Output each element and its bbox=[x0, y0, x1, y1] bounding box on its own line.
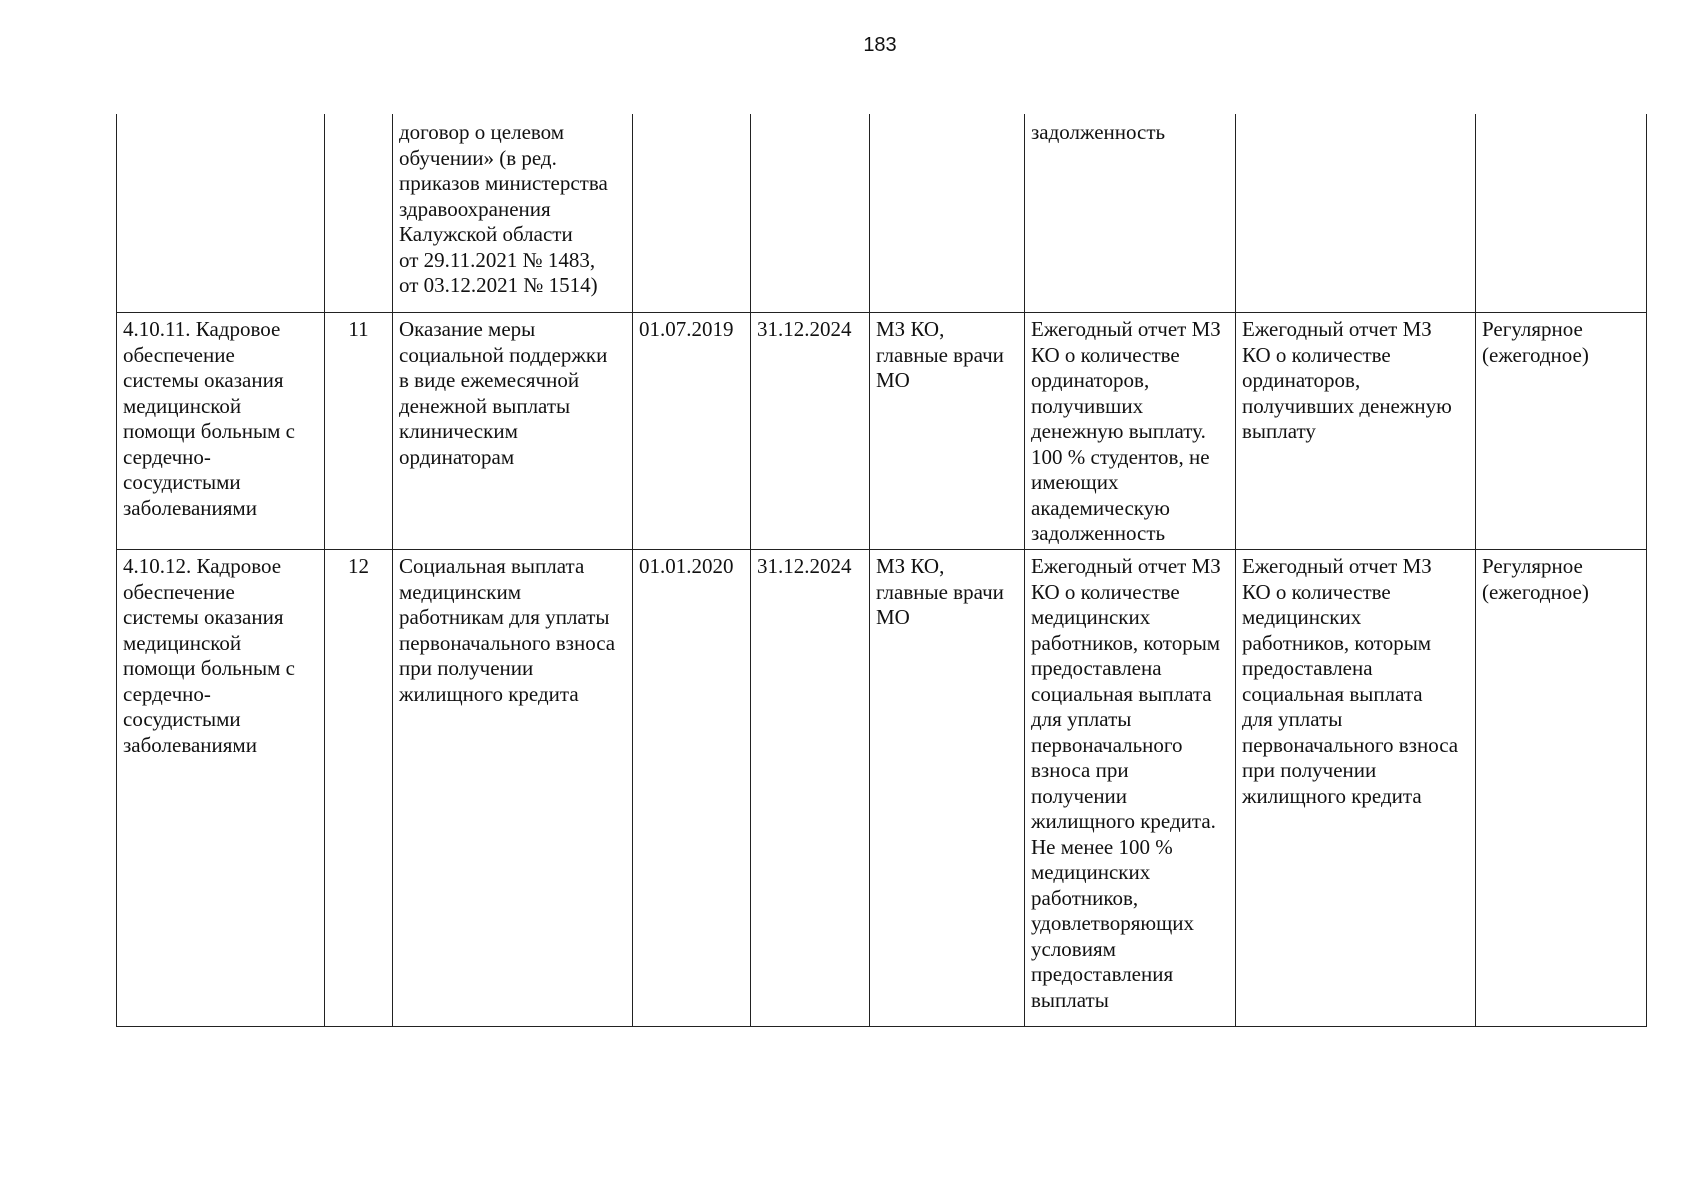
responsible-cell: МЗ КО, главные врачи МО bbox=[870, 313, 1025, 550]
frequency-cell: Регулярное (ежегодное) bbox=[1476, 550, 1647, 1027]
result-cell: задолженность bbox=[1025, 114, 1236, 313]
result-cell: Ежегодный отчет МЗ КО о количестве медицинских работников, которым предоставлена социальная выплата для уплаты первоначального взноса при получении жилищного кредита. Не менее 100 % медицинских работников, удовлетворяющих условиям предоставления выплаты bbox=[1025, 550, 1236, 1027]
end-date-cell: 31.12.2024 bbox=[751, 550, 870, 1027]
result-cell: Ежегодный отчет МЗ КО о количестве ординаторов, получивших денежную выплату. 100 % студентов, не имеющих академическую задолженность bbox=[1025, 313, 1236, 550]
number-cell bbox=[325, 114, 393, 313]
start-date-cell bbox=[633, 114, 751, 313]
number-cell: 12 bbox=[325, 550, 393, 1027]
table-row bbox=[117, 550, 1647, 1027]
table-row bbox=[117, 313, 1647, 550]
content-cell: Социальная выплата медицинским работникам для уплаты первоначального взноса при получении жилищного кредита bbox=[393, 550, 633, 1027]
end-date-cell bbox=[751, 114, 870, 313]
content-cell: договор о целевом обучении» (в ред. приказов министерства здравоохранения Калужской области от 29.11.2021 № 1483, от 03.12.2021 № 1514) bbox=[393, 114, 633, 313]
responsible-cell: МЗ КО, главные врачи МО bbox=[870, 550, 1025, 1027]
start-date-cell: 01.07.2019 bbox=[633, 313, 751, 550]
control-cell bbox=[1236, 114, 1476, 313]
frequency-cell bbox=[1476, 114, 1647, 313]
table-row bbox=[117, 114, 1647, 313]
event-cell bbox=[117, 114, 325, 313]
page-number: 183 bbox=[863, 34, 897, 56]
event-cell: 4.10.11. Кадровое обеспечение системы оказания медицинской помощи больным с сердечно- сосудистыми заболеваниями bbox=[117, 313, 325, 550]
start-date-cell: 01.01.2020 bbox=[633, 550, 751, 1027]
responsible-cell bbox=[870, 114, 1025, 313]
content-cell: Оказание меры социальной поддержки в виде ежемесячной денежной выплаты клиническим ординаторам bbox=[393, 313, 633, 550]
end-date-cell: 31.12.2024 bbox=[751, 313, 870, 550]
control-cell: Ежегодный отчет МЗ КО о количестве медицинских работников, которым предоставлена социальная выплата для уплаты первоначального взноса при получении жилищного кредита bbox=[1236, 550, 1476, 1027]
plan-table bbox=[116, 114, 1647, 1027]
frequency-cell: Регулярное (ежегодное) bbox=[1476, 313, 1647, 550]
control-cell: Ежегодный отчет МЗ КО о количестве ординаторов, получивших денежную выплату bbox=[1236, 313, 1476, 550]
event-cell: 4.10.12. Кадровое обеспечение системы оказания медицинской помощи больным с сердечно- сосудистыми заболеваниями bbox=[117, 550, 325, 1027]
number-cell: 11 bbox=[325, 313, 393, 550]
